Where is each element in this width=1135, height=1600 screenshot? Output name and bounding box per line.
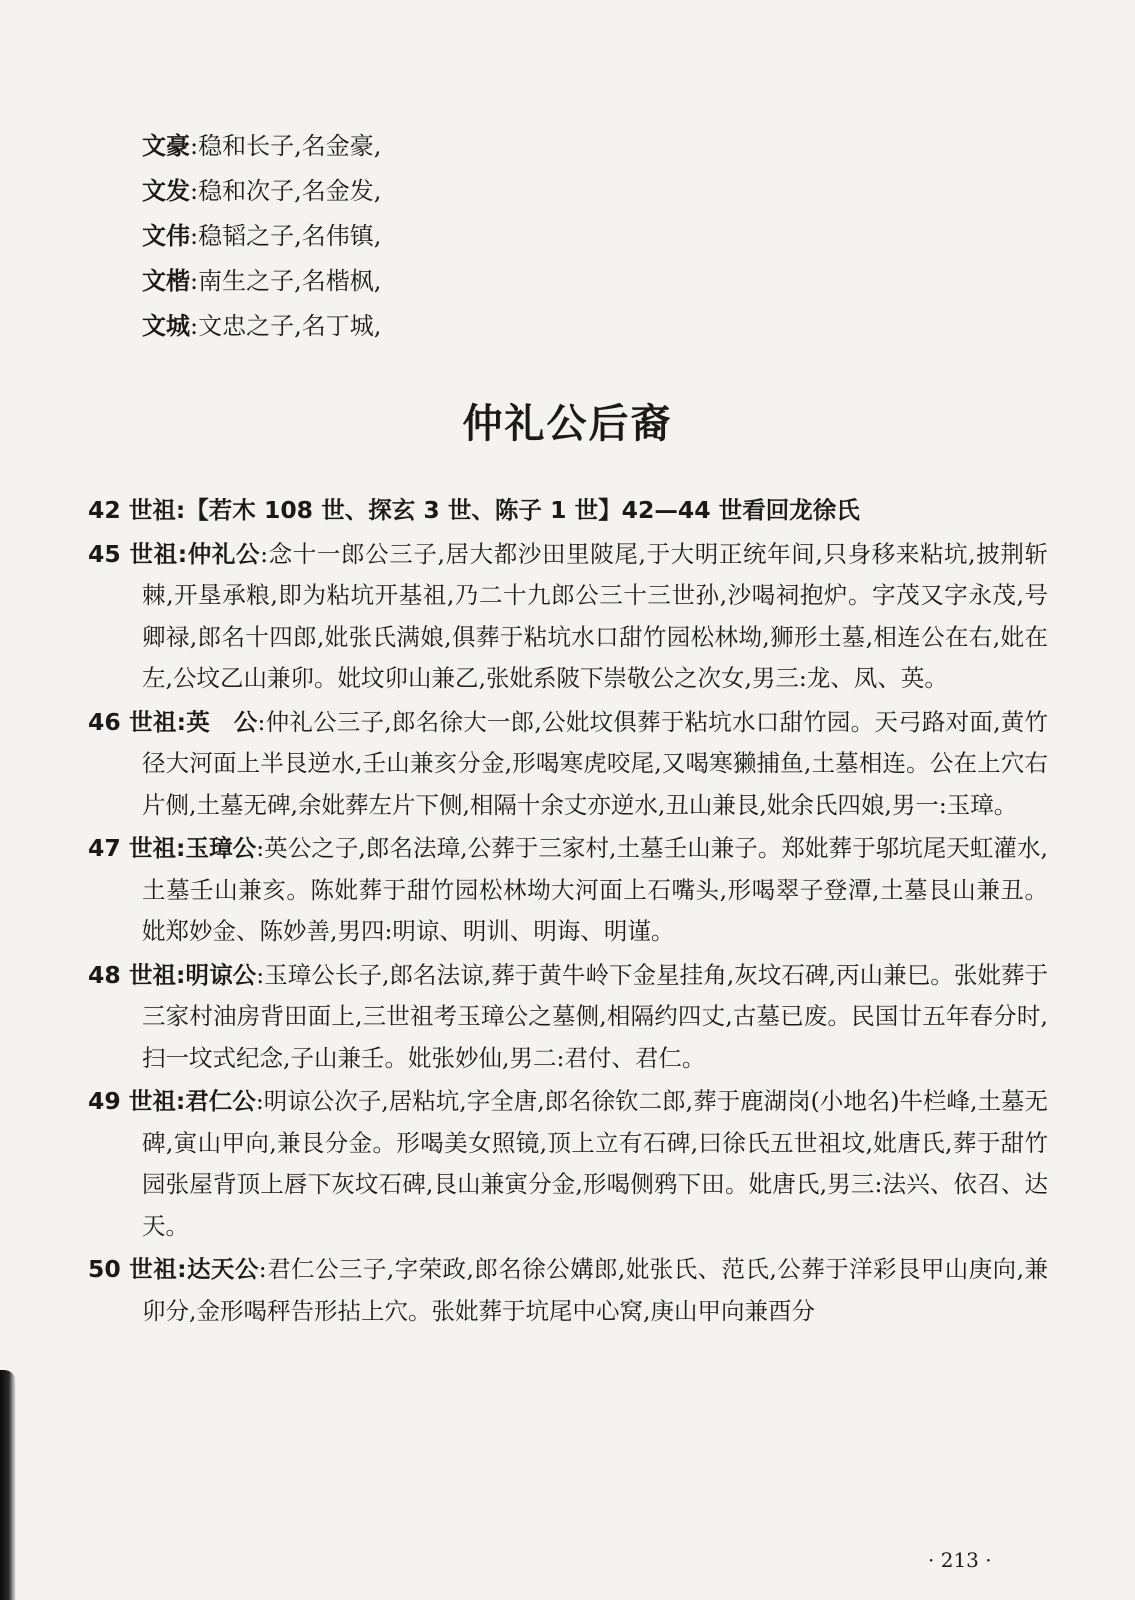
intro-text: :稳和长子,名金豪, [190,132,382,160]
ancestor-name: 明谅公 [185,960,257,989]
intro-line [142,124,381,169]
ancestor-name: 【若木 108 世、探玄 3 世、陈子 1 世】42—44 世看回龙徐氏 [185,496,860,524]
entry-text: :英公之子,郎名法璋,公葬于三家村,土墓壬山兼子。郑妣葬于邬坑尾天虹灌水,土墓壬山兼亥。陈妣葬于甜竹园松林坳大河面上石嘴头,形喝翠子登潭,土墓艮山兼丑。妣郑妙金、陈妙善,男四:明谅、明训、明诲、明谨。 [142,834,1048,945]
genealogy-entry [88,828,1048,953]
intro-text: :文忠之子,名丁城, [190,312,382,340]
genealogy-entry [88,534,1048,700]
generation-label: 47 世祖: [88,834,186,862]
generation-label: 46 世祖: [88,707,186,736]
ancestor-name: 仲礼公 [187,539,261,568]
intro-name: 文楷 [142,267,190,295]
entry-text: :仲礼公三子,郎名徐大一郎,公妣坟俱葬于粘坑水口甜竹园。天弓路对面,黄竹径大河面上半艮逆水,壬山兼亥分金,形喝寒虎咬尾,又喝寒獭捕鱼,土墓相连。公在上穴右片侧,土墓无碑,余妣葬左片下侧,相隔十余丈亦逆水,丑山兼艮,妣余氏四娘,男一:玉璋。 [142,707,1049,819]
generation-label: 42 世祖: [88,496,186,524]
intro-text: :稳和次子,名金发, [190,177,382,205]
genealogy-entry [88,490,1048,532]
intro-name: 文发 [142,177,190,205]
intro-line [142,169,381,214]
ancestor-name: 君仁公 [185,1087,256,1115]
generation-label: 48 世祖: [88,960,186,989]
intro-line [142,304,381,349]
intro-name: 文伟 [142,222,190,250]
ancestor-name: 达天公 [186,1255,259,1283]
ancestor-name: 英 公 [186,707,258,736]
generation-label: 49 世祖: [88,1087,186,1115]
intro-line [142,214,381,259]
entry-text: :君仁公三子,字荣政,郎名徐公媾郎,妣张氏、范氏,公葬于洋彩艮甲山庚向,兼卯分,金形喝秤告形拈上穴。张妣葬于坑尾中心窝,庚山甲向兼酉分 [142,1255,1048,1325]
entry-text: :玉璋公长子,郎名法谅,葬于黄牛岭下金星挂角,灰坟石碑,丙山兼巳。张妣葬于三家村油房背田面上,三世祖考玉璋公之墓侧,相隔约四丈,古墓已废。民国廿五年春分时,扫一坟式纪念,子山兼壬。妣张妙仙,男二:君付、君仁。 [142,960,1048,1072]
entry-text: :念十一郎公三子,居大都沙田里陂尾,于大明正统年间,只身移来粘坑,披荆斩棘,开垦承粮,即为粘坑开基祖,乃二十九郎公三十三世孙,沙喝祠抱炉。字茂又字永茂,号卿禄,郎名十四郎,妣张氏满娘,俱葬于粘坑水口甜竹园松林坳,狮形土墓,相连公在右,妣在左,公坟乙山兼卯。妣坟卯山兼乙,张妣系陂下崇敬公之次女,男三:龙、凤、英。 [142,539,1048,692]
intro-name: 文城 [142,312,190,340]
intro-list [142,124,381,349]
entry-text: :明谅公次子,居粘坑,字全唐,郎名徐钦二郎,葬于鹿湖岗(小地名)牛栏峰,土墓无碑,寅山甲向,兼艮分金。形喝美女照镜,顶上立有石碑,曰徐氏五世祖坟,妣唐氏,葬于甜竹园张屋背顶上唇下灰坟石碑,艮山兼寅分金,形喝侧鸦下田。妣唐氏,男三:法兴、依召、达天。 [142,1087,1048,1240]
section-title: 仲礼公后裔 [462,401,673,447]
ancestor-name: 玉璋公 [185,834,257,862]
intro-line [142,259,381,304]
page-number: · 213 · [928,1548,992,1572]
genealogy-entry [88,1249,1048,1332]
genealogy-entry [88,702,1048,827]
intro-name: 文豪 [142,132,190,160]
generation-label: 45 世祖: [88,539,188,568]
scan-edge-shadow [0,1370,16,1600]
intro-text: :稳韬之子,名伟镇, [190,222,382,250]
intro-text: :南生之子,名楷枫, [190,267,382,295]
generation-label: 50 世祖: [88,1255,187,1283]
genealogy-entry [88,1081,1048,1247]
genealogy-entry [88,955,1048,1080]
genealogy-entries [88,490,1048,1334]
